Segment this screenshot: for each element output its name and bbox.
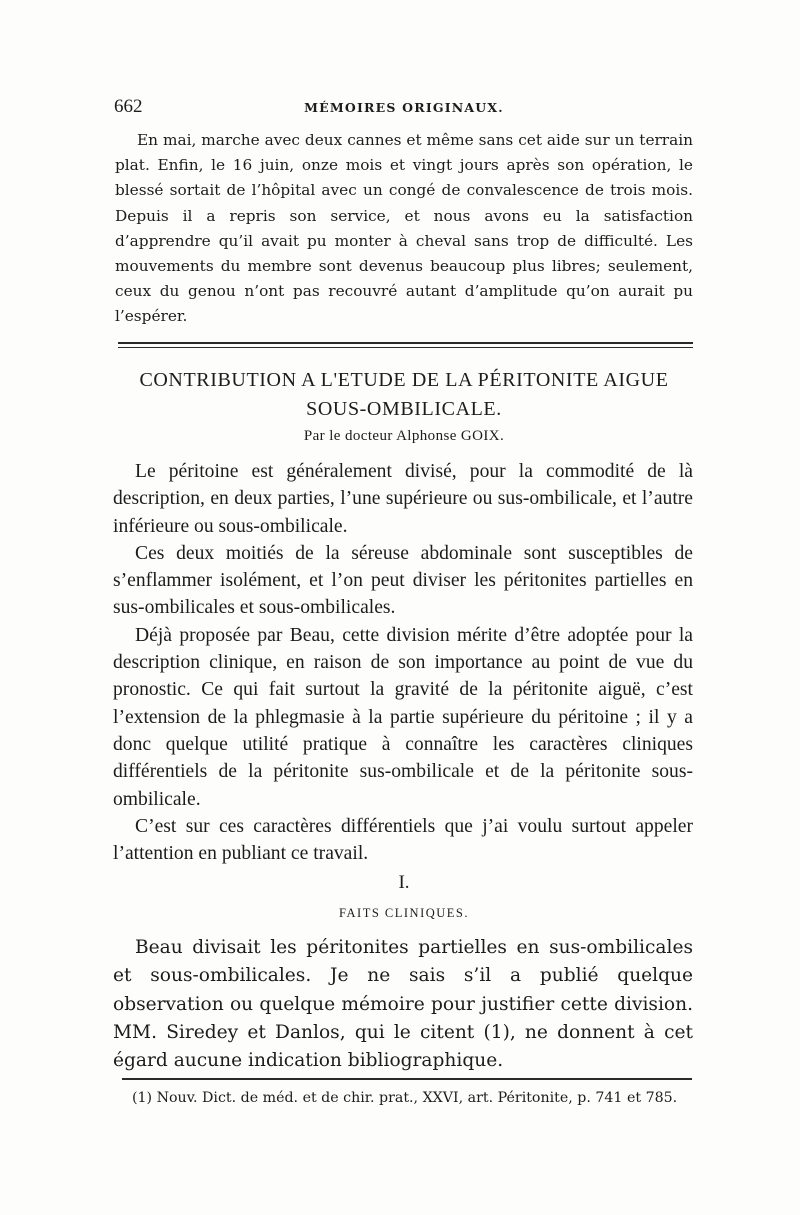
- body-paragraph: Ces deux moitiés de la séreuse abdominale sont susceptibles de s’enflammer isolément, et l’on peut diviser les péritonites partielles en sus-ombilicales et sous-ombilicales.: [113, 542, 693, 619]
- article-body: [113, 458, 693, 867]
- body-paragraph: C’est sur ces caractères différentiels que j’ai voulu surtout appeler l’attention en publiant ce travail.: [113, 815, 693, 865]
- section-divider: [118, 342, 693, 348]
- body-paragraph: Beau divisait les péritonites partielles en sus-ombilicales et sous-ombilicales. Je ne sais s’il a publié quelque observation ou quelque mémoire pour justifier cette division. MM. Siredey et Danlos, qui le citent (1), ne donnent à cet égard aucune indication bibliographique.: [113, 937, 693, 1072]
- section-title: FAITS CLINIQUES.: [338, 906, 470, 920]
- footnote: (1) Nouv. Dict. de méd. et de chir. prat., XXVI, art. Péritonite, p. 741 et 785.: [132, 1090, 678, 1106]
- article-title-line2: SOUS-OMBILICALE.: [306, 398, 502, 420]
- section-number: I.: [398, 872, 410, 893]
- section-body: [113, 934, 693, 1075]
- running-title: MÉMOIRES ORIGINAUX.: [304, 100, 504, 115]
- footnote-rule: [122, 1078, 692, 1080]
- body-paragraph: Déjà proposée par Beau, cette division mérite d’être adoptée pour la description clinique, en raison de son importance au point de vue du pronostic. Ce qui fait surtout la gravité de la péritonite aiguë, c’est l’extension de la phlegmasie à la partie supérieure du péritoine ; il y a donc quelque utilité pratique à connaître les caractères cliniques différentiels de la péritonite sus-ombilicale et de la péritonite sous-ombilicale.: [113, 624, 693, 810]
- article-title: [110, 366, 698, 424]
- article-byline: Par le docteur Alphonse GOIX.: [303, 428, 505, 444]
- intro-paragraph: En mai, marche avec deux cannes et même sans cet aide sur un terrain plat. Enfin, le 16 juin, onze mois et vingt jours après son opération, le blessé sortait de l’hôpital avec un congé de convalescence de trois mois. Depuis il a repris son service, et nous avons eu la satisfaction d’apprendre qu’il avait pu monter à cheval sans trop de difficulté. Les mouvements du membre sont devenus beaucoup plus libres; seulement, ceux du genou n’ont pas recouvré autant d’amplitude qu’on aurait pu l’espérer.: [115, 131, 693, 326]
- article-title-line1: CONTRIBUTION A L'ETUDE DE LA PÉRITONITE AIGUE: [139, 369, 669, 391]
- body-paragraph: Le péritoine est généralement divisé, pour la commodité de là description, en deux parties, l’une supérieure ou sus-ombilicale, et l’autre inférieure ou sous-ombilicale.: [113, 461, 693, 537]
- page-number: 662: [114, 96, 143, 117]
- page-header: [114, 96, 694, 124]
- divider-thin-rule: [118, 347, 693, 348]
- divider-thick-rule: [118, 342, 693, 344]
